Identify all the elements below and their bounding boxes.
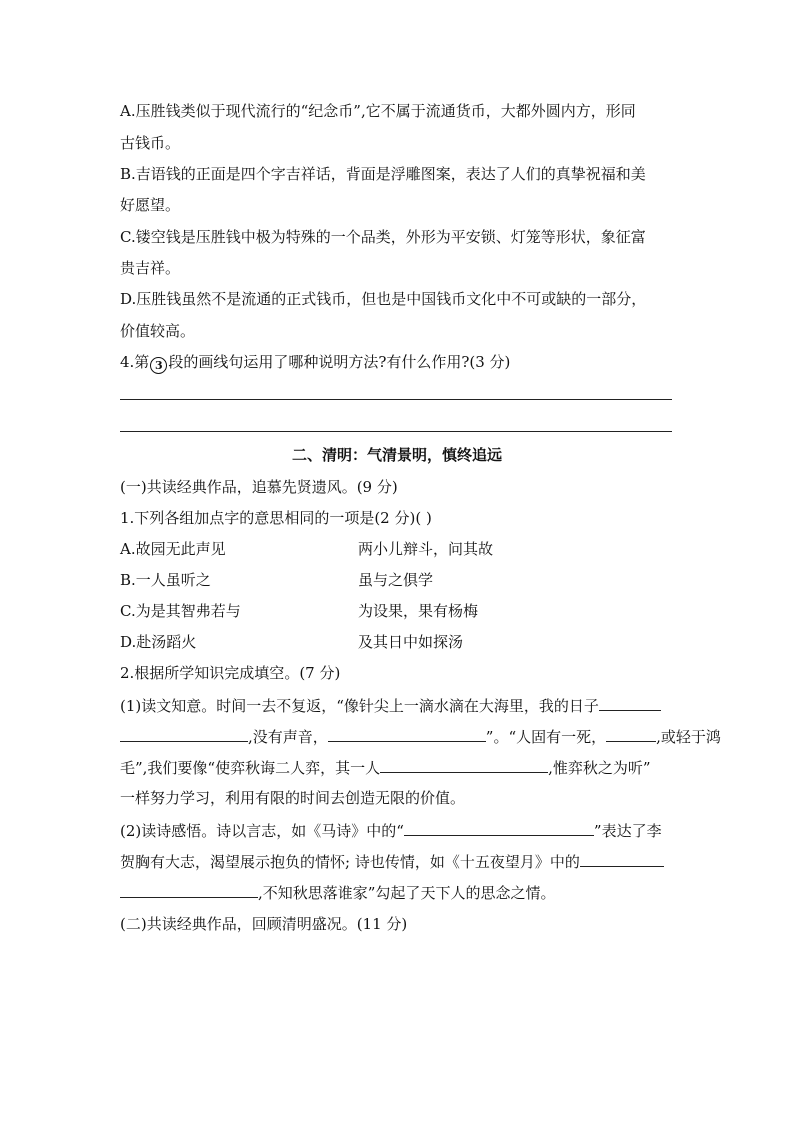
q1-option-c xyxy=(120,601,479,621)
q1-option-d-right: 及其日中如探汤 xyxy=(358,633,464,651)
q1-option-d-left: D.赴汤蹈火 xyxy=(120,633,197,651)
fill-blank[interactable] xyxy=(599,695,661,711)
q2-1-line3 xyxy=(120,757,651,778)
question-4 xyxy=(120,352,510,374)
q1-option-c-left: C.为是其智弗若与 xyxy=(120,602,241,620)
q2-1-line2-text-b: ”。“人固有一死， xyxy=(485,728,607,746)
q2-1-line3-text-a: 毛”,我们要像“使弈秋诲二人弈，其一人 xyxy=(120,759,381,777)
q2-1-line1-text: (1)读文知意。时间一去不复返，“像针尖上一滴水滴在大海里，我的日子 xyxy=(120,697,599,715)
answer-line-2[interactable] xyxy=(120,431,672,432)
option-d-line1: D.压胜钱虽然不是流通的正式钱币，但也是中国钱币文化中不可或缺的一部分， xyxy=(120,290,647,308)
q1-stem: 1.下列各组加点字的意思相同的一项是(2 分)( ) xyxy=(120,509,432,527)
q4-prefix: 4.第 xyxy=(120,353,150,371)
fill-blank[interactable] xyxy=(380,757,548,773)
q1-option-b xyxy=(120,570,434,590)
q2-1-line2-text-c: ,或轻于鸿 xyxy=(656,728,721,746)
q4-suffix: 段的画线句运用了哪种说明方法?有什么作用?(3 分) xyxy=(168,353,511,371)
q2-2-line3 xyxy=(120,882,555,903)
q2-2-line1-text-b: ”表达了李 xyxy=(593,822,662,840)
q2-1-line2 xyxy=(120,726,721,747)
option-a-line2: 古钱币。 xyxy=(120,134,181,152)
fill-blank[interactable] xyxy=(404,820,594,836)
fill-blank[interactable] xyxy=(580,851,664,867)
part1-heading: (一)共读经典作品，追慕先贤遗风。(9 分) xyxy=(120,478,398,496)
q2-2-line2-text: 贺胸有大志，渴望展示抱负的情怀; 诗也传情，如《十五夜望月》中的 xyxy=(120,853,580,871)
option-a-line1: A.压胜钱类似于现代流行的“纪念币”,它不属于流通货币，大都外圆内方，形同 xyxy=(120,102,636,120)
fill-blank[interactable] xyxy=(328,726,486,742)
q1-option-b-left: B.一人虽听之 xyxy=(120,571,211,589)
q2-2-line2 xyxy=(120,851,664,872)
circled-number-icon: 3 xyxy=(150,357,167,374)
q1-option-a xyxy=(120,539,494,559)
option-d-line2: 价值较高。 xyxy=(120,322,196,340)
q2-1-line3-text-b: ,惟弈秋之为听” xyxy=(548,759,651,777)
fill-blank[interactable] xyxy=(606,726,656,742)
q2-2-line1-text-a: (2)读诗感悟。诗以言志，如《马诗》中的“ xyxy=(120,822,404,840)
fill-blank[interactable] xyxy=(120,726,248,742)
option-b-line2: 好愿望。 xyxy=(120,196,181,214)
q2-1-line4: 一样努力学习，利用有限的时间去创造无限的价值。 xyxy=(120,789,466,807)
q2-1-line2-text-a: ,没有声音， xyxy=(248,728,328,746)
part2-heading: (二)共读经典作品，回顾清明盛况。(11 分) xyxy=(120,915,408,933)
answer-line-1[interactable] xyxy=(120,399,672,400)
q1-option-a-left: A.故园无此声见 xyxy=(120,540,226,558)
q1-option-d xyxy=(120,632,464,652)
q2-stem: 2.根据所学知识完成填空。(7 分) xyxy=(120,664,341,682)
option-c-line1: C.镂空钱是压胜钱中极为特殊的一个品类，外形为平安锁、灯笼等形状，象征富 xyxy=(120,228,646,246)
section-title: 二、清明：气清景明，慎终追远 xyxy=(291,446,502,464)
q1-option-b-right: 虽与之俱学 xyxy=(358,571,434,589)
option-c-line2: 贵吉祥。 xyxy=(120,259,181,277)
q1-option-c-right: 为设果，果有杨梅 xyxy=(358,602,479,620)
q2-1-line1 xyxy=(120,695,661,716)
q2-2-line1 xyxy=(120,820,662,841)
fill-blank[interactable] xyxy=(120,882,258,898)
q1-option-a-right: 两小儿辩斗，问其故 xyxy=(358,540,494,558)
option-b-line1: B.吉语钱的正面是四个字吉祥话，背面是浮雕图案，表达了人们的真挚祝福和美 xyxy=(120,165,646,183)
q2-2-line3-text: ,不知秋思落谁家”勾起了天下人的思念之情。 xyxy=(258,884,556,902)
